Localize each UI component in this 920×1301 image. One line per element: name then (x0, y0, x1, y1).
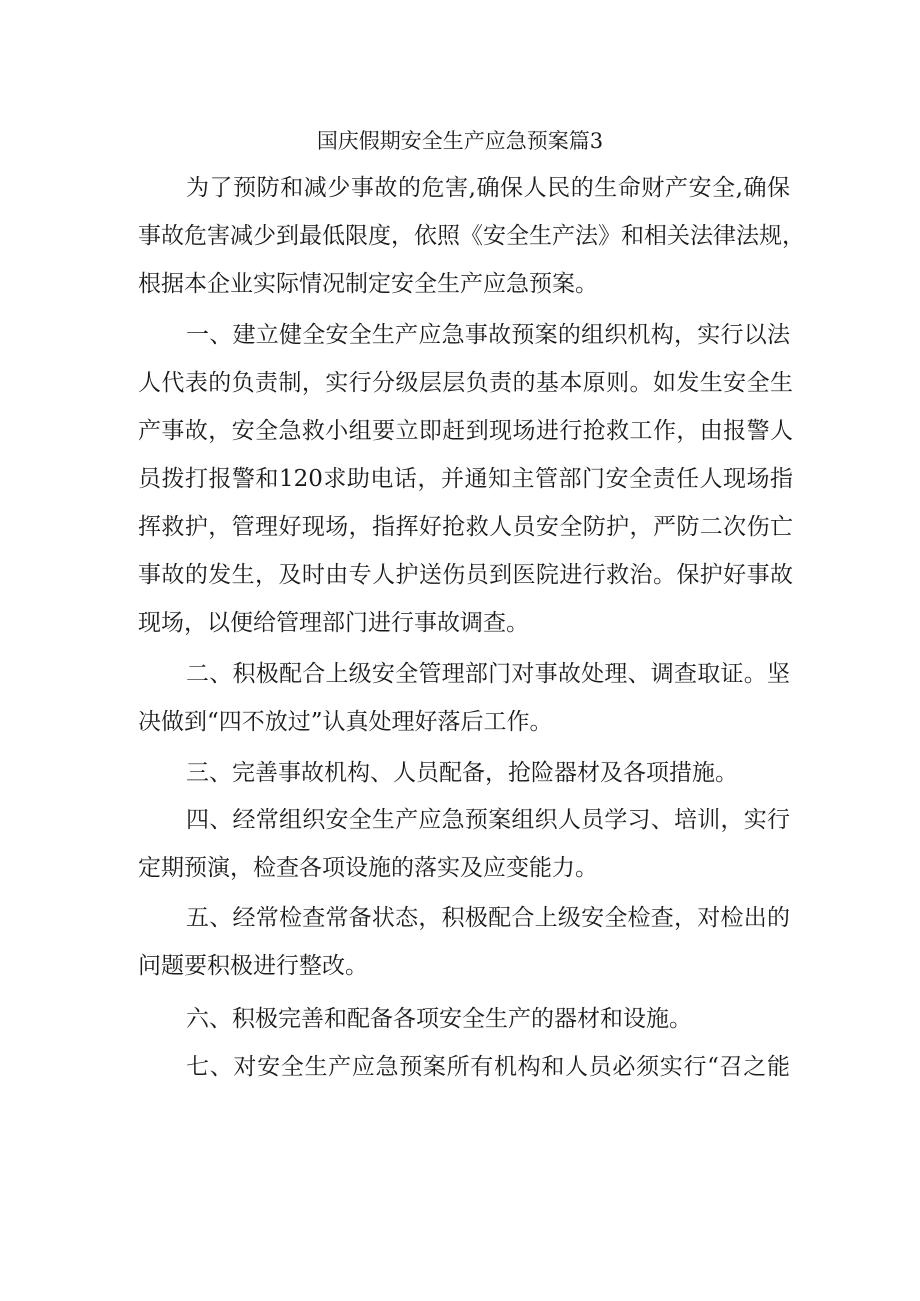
body-text-line: 挥救护，管理好现场，指挥好抢救人员安全防护，严防二次伤亡 (138, 514, 793, 540)
body-text-line: 四、经常组织安全生产应急预案组织人员学习、培训，实行 (186, 807, 790, 833)
body-text-line: 决做到“四不放过”认真处理好落后工作。 (138, 709, 553, 735)
body-text-line: 人代表的负责制，实行分级层层负责的基本原则。如发生安全生 (138, 370, 793, 396)
body-text-line: 事故危害减少到最低限度，依照《安全生产法》和相关法律法规， (138, 223, 805, 249)
body-text-line: 五、经常检查常备状态，积极配合上级安全检查，对检出的 (186, 905, 790, 931)
body-text-line: 二、积极配合上级安全管理部门对事故处理、调查取证。坚 (186, 661, 790, 687)
body-text-line: 七、对安全生产应急预案所有机构和人员必须实行“召之能 (186, 1054, 790, 1080)
body-text-line: 产事故，安全急救小组要立即赶到现场进行抢救工作，由报警人 (138, 418, 793, 444)
body-text-line: 定期预演，检查各项设施的落实及应变能力。 (138, 855, 598, 881)
body-text-line: 问题要积极进行整改。 (138, 953, 368, 979)
document-title: 国庆假期安全生产应急预案篇3 (316, 129, 604, 153)
body-text-line: 为了预防和减少事故的危害,确保人民的生命财产安全,确保 (186, 175, 790, 201)
body-text-line: 根据本企业实际情况制定安全生产应急预案。 (138, 271, 598, 297)
body-text-line: 六、积极完善和配备各项安全生产的器材和设施。 (186, 1006, 692, 1032)
body-text-line: 事故的发生，及时由专人护送伤员到医院进行救治。保护好事故 (138, 562, 793, 588)
body-text-line: 一、建立健全安全生产应急事故预案的组织机构，实行以法 (186, 322, 790, 348)
body-text-line: 现场，以便给管理部门进行事故调查。 (138, 610, 529, 636)
body-text-line: 员拨打报警和120求助电话，并通知主管部门安全责任人现场指 (138, 466, 793, 492)
body-text-line: 三、完善事故机构、人员配备，抢险器材及各项措施。 (186, 760, 738, 786)
